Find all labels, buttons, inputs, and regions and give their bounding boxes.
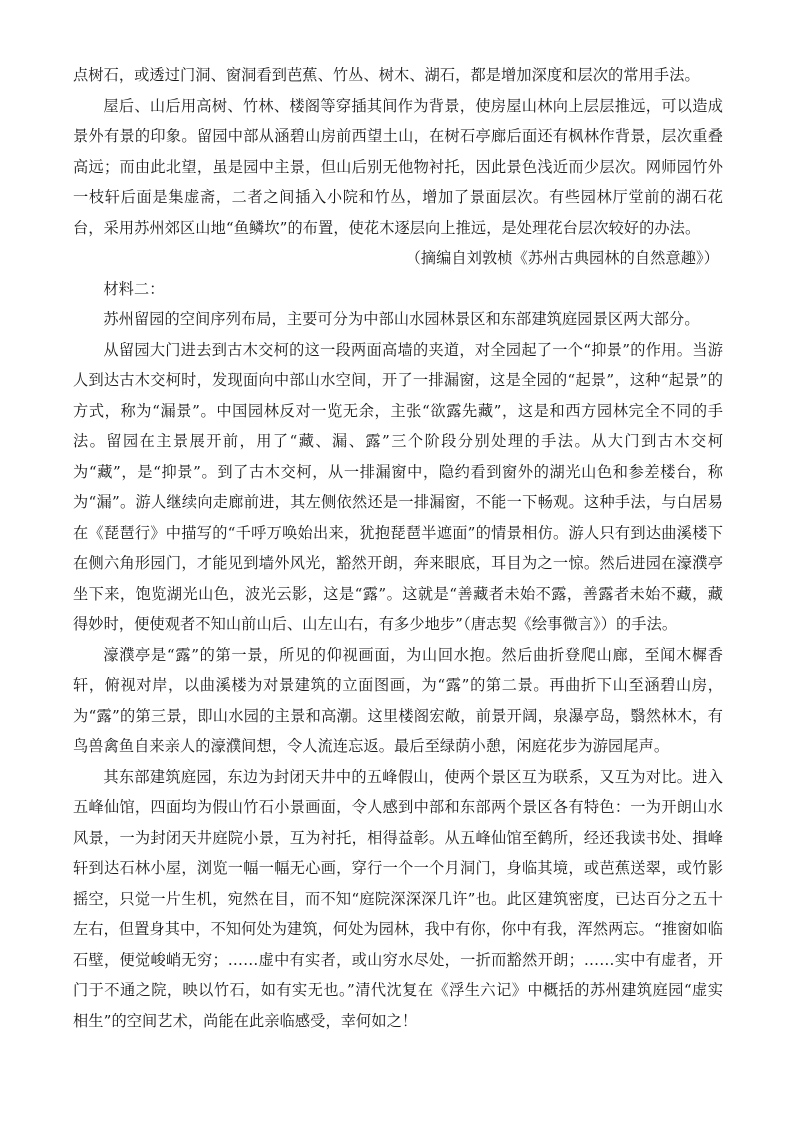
paragraph-eastern-courtyard: 其东部建筑庭园，东边为封闭天井中的五峰假山，使两个景区互为联系，又互为对比。进入五峰仙馆，四面均为假山竹石小景画面，令人感到中部和东部两个景区各有特色：一为开朗山水风景，一为封闭天井庭院小景，互为衬托，相得益彰。从五峰仙馆至鹤所，经还我读书处、揖峰轩到达石林小屋，浏览一幅一幅无心画，穿行一个一个月洞门，身临其境，或芭蕉送翠，或竹影摇空，只觉一片生机，宛然在目，而不知“庭院深深深几许”也。此区建筑密度，已达百分之五十左右，但置身其中，不知何处为建筑，何处为园林，我中有你，你中有我，浑然两忘。“推窗如临石壁，便觉峻峭无穷；……虚中有实者，或山穷水尽处，一折而豁然开朗；……实中有虚者，开门于不通之院，映以竹石，如有实无也。”清代沈复在《浮生六记》中概括的苏州建筑庭园“虚实相生”的空间艺术，尚能在此亲临感受，幸何如之！: [73, 767, 723, 1030]
paragraph-haopu-pavilion: 濠濮亭是“露”的第一景，所见的仰视画面，为山回水抱。然后曲折登爬山廊，至闻木樨香轩，俯视对岸，以曲溪楼为对景建筑的立面图画，为“露”的第二景。再曲折下山至涵碧山房，为“露”的第三景，即山水园的主景和高潮。这里楼阁宏敞，前景开阔，泉瀑亭岛，翳然林木，有鸟兽禽鱼自来亲人的濠濮间想，令人流连忘返。最后至绿荫小憩，闲庭花步为游园尾声。: [73, 645, 723, 755]
paragraph-background-layers: 屋后、山后用高树、竹林、楼阁等穿插其间作为背景，使房屋山林向上层层推远，可以造成景外有景的印象。留园中部从涵碧山房前西望土山，在树石亭廊后面还有枫林作背景，层次重叠高远；而由此北望，虽是园中主景，但山后别无他物衬托，因此景色浅近而少层次。网师园竹外一枝轩后面是集虚斋，二者之间插入小院和竹丛，增加了景面层次。有些园林厅堂前的湖石花台，采用苏州郊区山地“鱼鳞坎”的布置，使花木逐层向上推远，是处理花台层次较好的办法。: [73, 96, 723, 237]
paragraph-liuyuan-layout: 苏州留园的空间序列布局，主要可分为中部山水园林景区和东部建筑庭园景区两大部分。: [103, 310, 700, 328]
paragraph-hide-leak-reveal: 从留园大门进去到古木交柯的这一段两面高墙的夹道，对全园起了一个“抑景”的作用。当游人到达古木交柯时，发现面向中部山水空间，开了一排漏窗，这是全园的“起景”，这种“起景”的方式，称为“漏景”。中国园林反对一览无余，主张“欲露先藏”，这是和西方园林完全不同的手法。留园在主景展开前，用了“藏、漏、露”三个阶段分别处理的手法。从大门到古木交柯为“藏”，是“抑景”。到了古木交柯，从一排漏窗中，隐约看到窗外的湖光山色和参差楼台，称为“漏”。游人继续向走廊前进，其左侧依然还是一排漏窗，不能一下畅观。这种手法，与白居易在《琵琶行》中描写的“千呼万唤始出来，犹抱琵琶半遮面”的情景相仿。游人只有到达曲溪楼下在侧六角形园门，才能见到墙外风光，豁然开朗，奔来眼底，耳目为之一惊。然后进园在濠濮亭坐下来，饱览湖光山色，波光云影，这是“露”。这就是“善藏者未始不露，善露者未始不藏，藏得妙时，便使观者不知山前山后、山左山右，有多少地步”（唐志契《绘事微言》）的手法。: [73, 340, 723, 633]
document-body: [73, 60, 723, 1036]
material-two-heading: 材料二：: [103, 279, 165, 298]
paragraph-continuation: 点树石，或透过门洞、窗洞看到芭蕉、竹丛、树木、湖石，都是增加深度和层次的常用手法。: [73, 66, 700, 84]
source-citation: （摘编自刘敦桢《苏州古典园林的自然意趣》）: [405, 249, 719, 267]
